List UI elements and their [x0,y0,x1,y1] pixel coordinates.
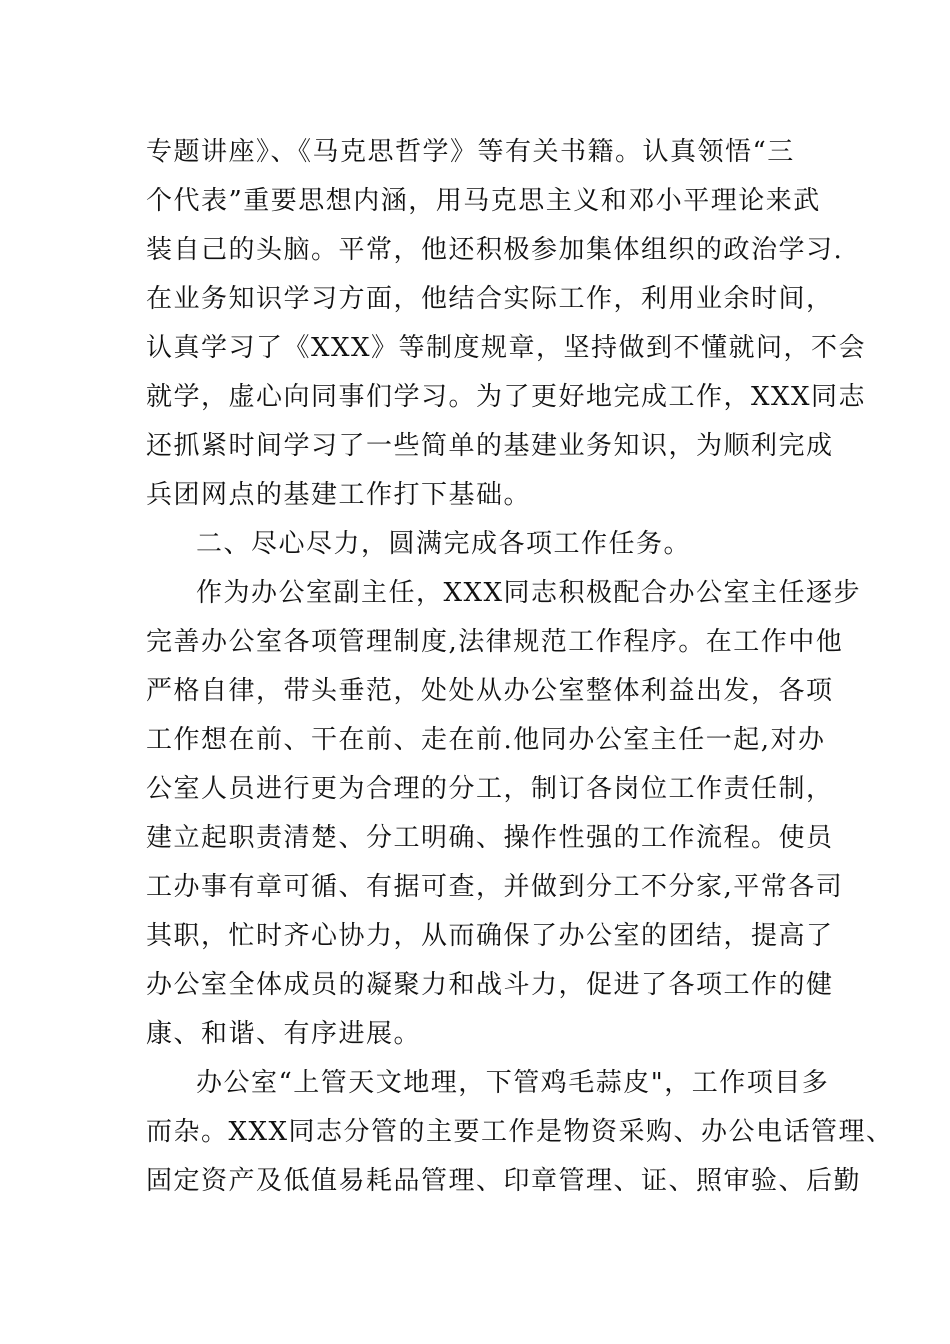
text-line: 还抓紧时间学习了一些简单的基建业务知识，为顺利完成 [146,431,834,461]
text-line: 工办事有章可循、有据可查，并做到分工不分家,平常各司 [146,872,844,902]
text-line: 康、和谐、有序进展。 [146,1019,422,1049]
text-line: 严格自律，带头垂范，处处从办公室整体利益出发，各项 [146,676,834,706]
text-line: 就学，虚心向同事们学习。为了更好地完成工作，XXX同志 [146,382,867,412]
text-line: 固定资产及低值易耗品管理、印章管理、证、照审验、后勤 [146,1166,862,1196]
text-line: 装自己的头脑。平常，他还积极参加集体组织的政治学习. [146,235,844,265]
text-line: 办公室“上管天文地理，下管鸡毛蒜皮"，工作项目多 [196,1068,830,1098]
text-line: 完善办公室各项管理制度,法律规范工作程序。在工作中他 [146,627,844,657]
text-line: 在业务知识学习方面，他结合实际工作，利用业余时间， [146,284,834,314]
text-line: 公室人员进行更为合理的分工，制订各岗位工作责任制， [146,774,834,804]
text-line: 兵团网点的基建工作打下基础。 [146,480,532,510]
text-line: 认真学习了《XXX》等制度规章，坚持做到不懂就问，不会 [146,333,867,363]
text-line: 建立起职责清楚、分工明确、操作性强的工作流程。使员 [146,823,834,853]
text-line: 专题讲座》、《马克思哲学》等有关书籍。认真领悟“三 [146,137,795,167]
section-heading: 二、尽心尽力，圆满完成各项工作任务。 [196,529,692,559]
text-line: 工作想在前、干在前、走在前.他同办公室主任一起,对办 [146,725,826,755]
text-line: 办公室全体成员的凝聚力和战斗力，促进了各项工作的健 [146,970,834,1000]
text-line: 作为办公室副主任，XXX同志积极配合办公室主任逐步 [196,578,862,608]
text-line: 其职，忙时齐心协力，从而确保了办公室的团结，提高了 [146,921,834,951]
text-line: 而杂。XXX同志分管的主要工作是物资采购、办公电话管理、 [146,1117,894,1147]
text-line: 个代表”重要思想内涵，用马克思主义和邓小平理论来武 [146,186,821,216]
